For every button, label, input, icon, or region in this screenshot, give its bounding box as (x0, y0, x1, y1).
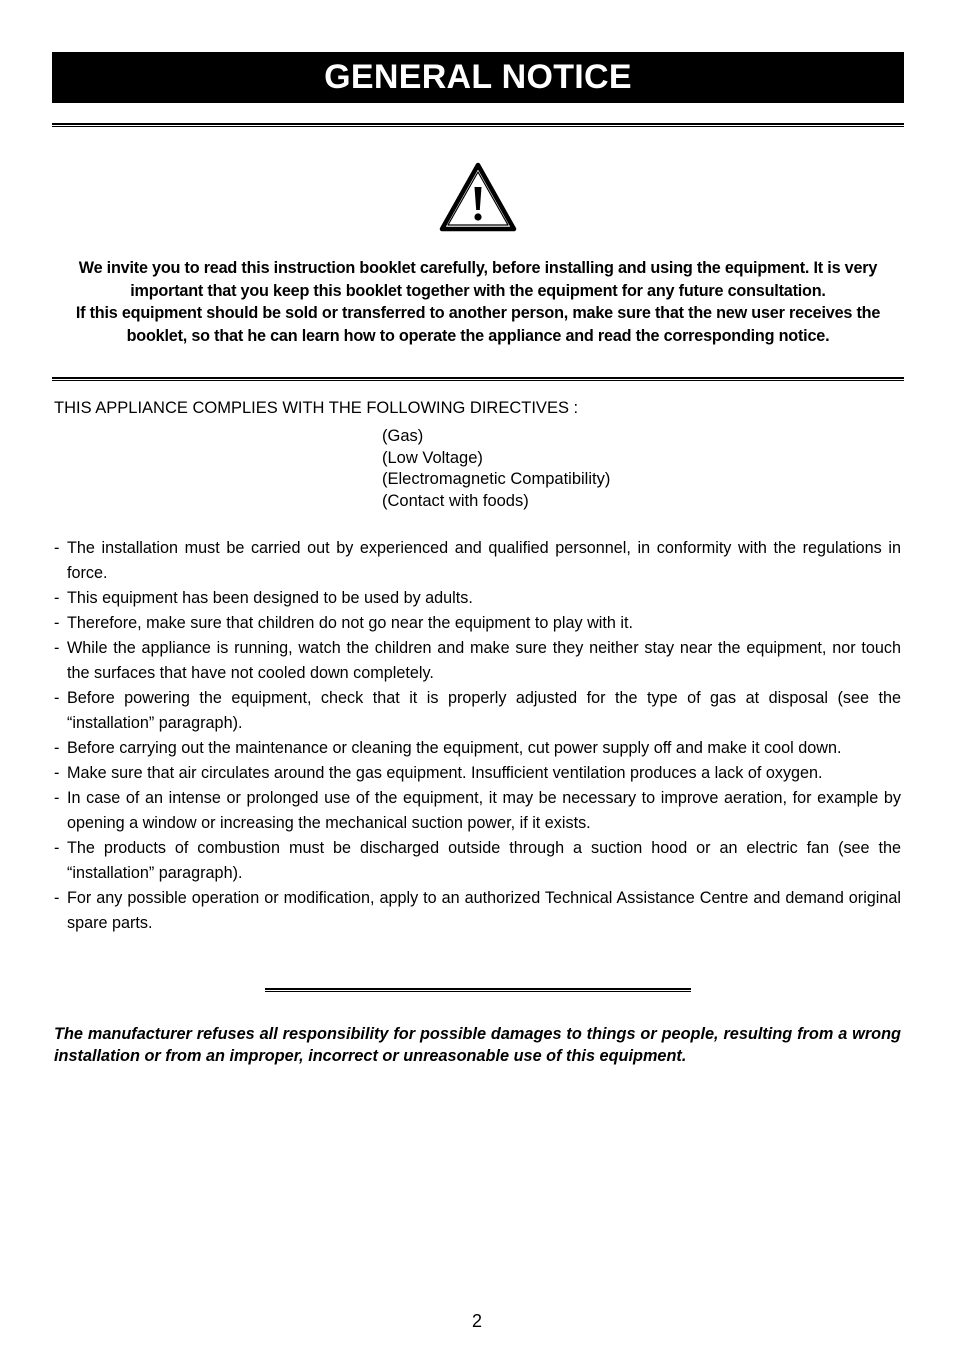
page-number: 2 (471, 1311, 482, 1331)
disclaimer: The manufacturer refuses all responsibility for possible damages to things or people, resulting from a wrong installation or from an improper, incorrect or unreasonable use of this equipment. (54, 1025, 901, 1065)
safety-note: - Before powering the equipment, check that it is properly adjusted for the type of gas at disposal (see the “installation” paragraph). (54, 686, 901, 736)
safety-note: - This equipment has been designed to be used by adults. (54, 586, 901, 611)
safety-note: - Therefore, make sure that children do not go near the equipment to play with it. (54, 611, 901, 636)
directives-list (382, 426, 610, 513)
safety-note: - Before carrying out the maintenance or cleaning the equipment, cut power supply off and make it cool down. (54, 736, 901, 761)
intro-text (52, 257, 904, 347)
safety-note: - Make sure that air circulates around the gas equipment. Insufficient ventilation produces a lack of oxygen. (54, 761, 901, 786)
intro-paragraph: We invite you to read this instruction booklet carefully, before installing and using the equipment. It is very important that you keep this booklet together with the equipment for any future consultation. (78, 259, 878, 300)
divider (52, 377, 904, 381)
directive-item: (Contact with foods) (382, 492, 529, 511)
directives-heading: THIS APPLIANCE COMPLIES WITH THE FOLLOWING DIRECTIVES : (54, 399, 579, 417)
divider (265, 988, 691, 992)
directive-item: (Electromagnetic Compatibility) (382, 470, 611, 489)
safety-notes-list (54, 536, 901, 936)
safety-note: - The installation must be carried out by experienced and qualified personnel, in conformity with the regulations in force. (54, 536, 901, 586)
intro-paragraph: If this equipment should be sold or transferred to another person, make sure that the new user receives the booklet, so that he can learn how to operate the appliance and read the corresponding notice. (75, 304, 881, 345)
page-title: GENERAL NOTICE (52, 52, 904, 103)
safety-note: - In case of an intense or prolonged use of the equipment, it may be necessary to improve aeration, for example by opening a window or increasing the mechanical suction power, if it exists. (54, 786, 901, 836)
safety-note: - While the appliance is running, watch the children and make sure they neither stay near the equipment, nor touch the surfaces that have not cooled down completely. (54, 636, 901, 686)
directive-item: (Gas) (382, 427, 424, 445)
safety-note: - For any possible operation or modification, apply to an authorized Technical Assistance Centre and demand original spare parts. (54, 886, 901, 936)
directive-item: (Low Voltage) (382, 448, 483, 467)
warning-triangle-icon (439, 162, 517, 232)
divider (52, 123, 904, 127)
safety-note: - The products of combustion must be discharged outside through a suction hood or an electric fan (see the “installation” paragraph). (54, 836, 901, 886)
